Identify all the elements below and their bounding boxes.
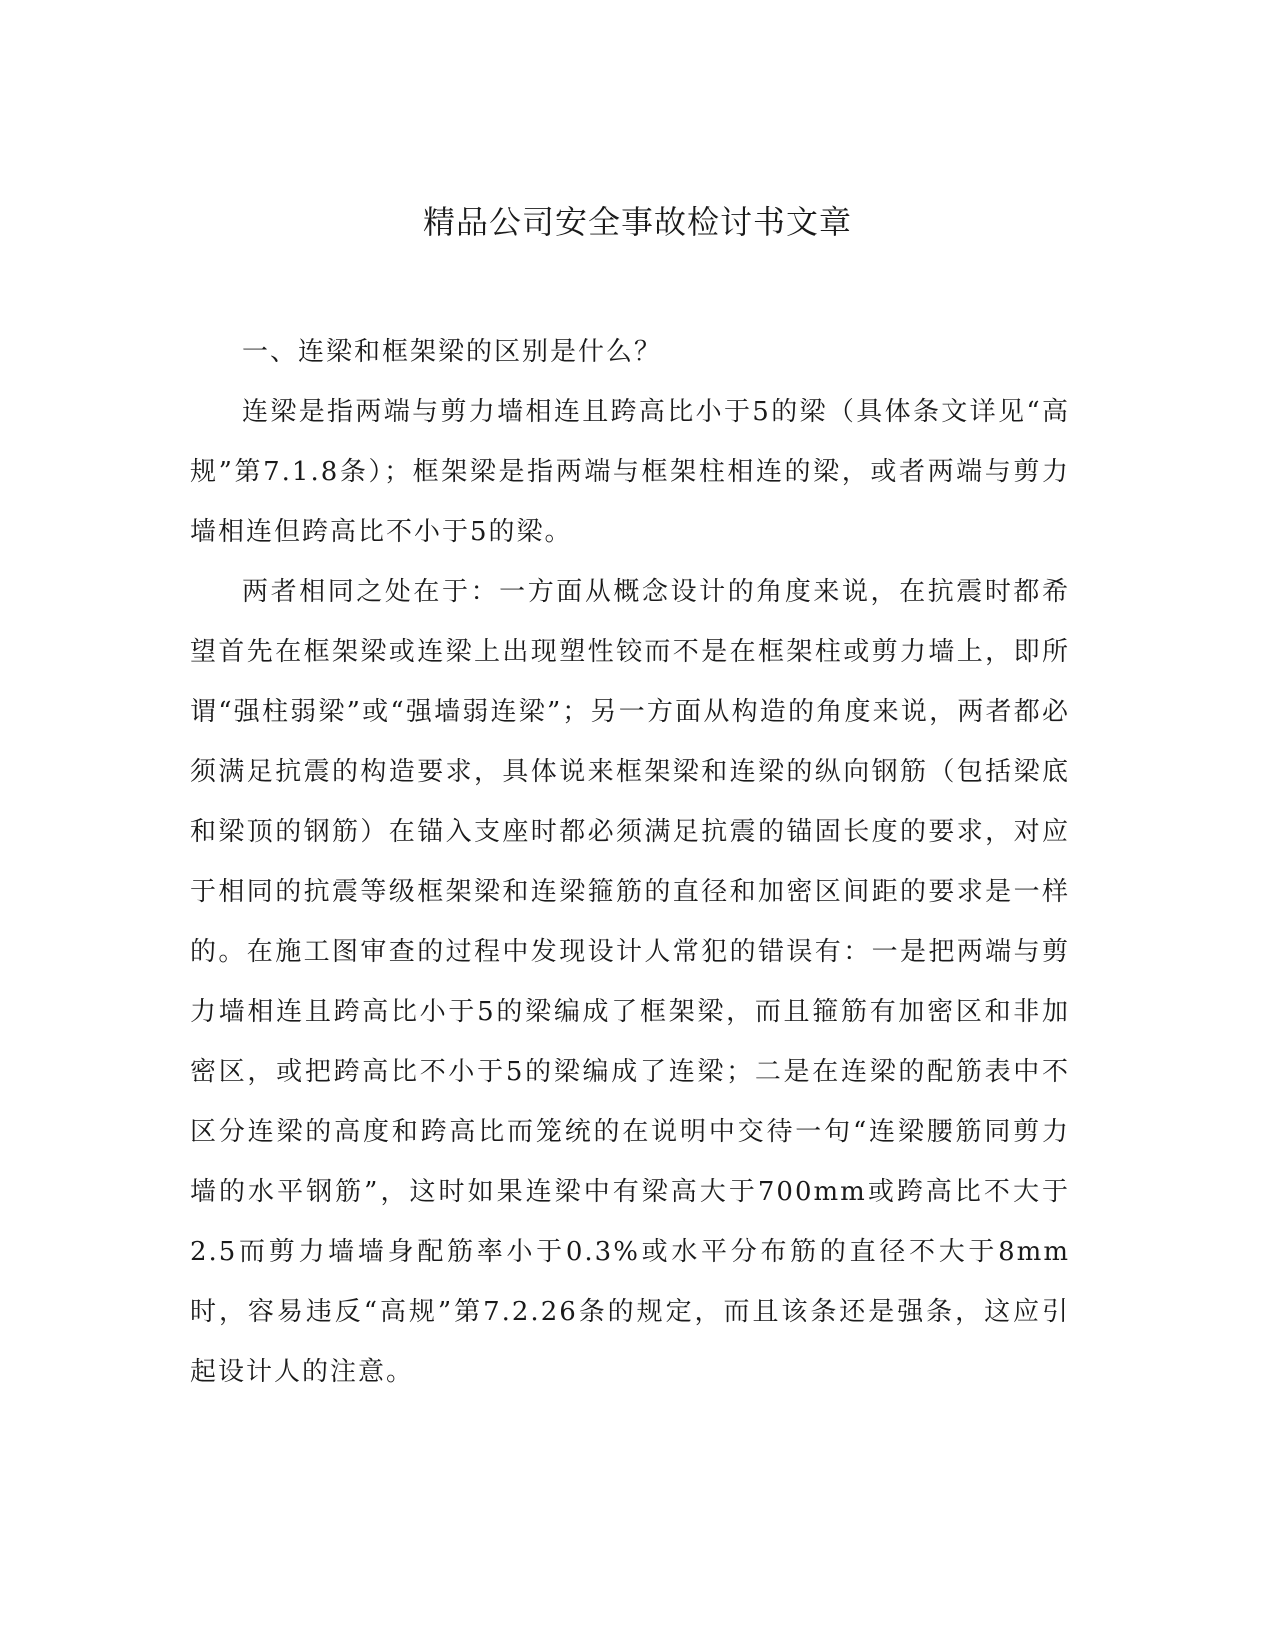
- section-heading: 一、连梁和框架梁的区别是什么？: [242, 337, 663, 367]
- document-body: [190, 322, 1070, 1402]
- body-paragraph: 连梁是指两端与剪力墙相连且跨高比小于5的梁（具体条文详见“高规”第7.1.8条）；框架梁是指两端与框架柱相连的梁，或者两端与剪力墙相连但跨高比不小于5的梁。: [190, 397, 1070, 547]
- document-title: 精品公司安全事故检讨书文章: [422, 203, 852, 241]
- body-paragraph: 两者相同之处在于：一方面从概念设计的角度来说，在抗震时都希望首先在框架梁或连梁上出现塑性铰而不是在框架柱或剪力墙上，即所谓“强柱弱梁”或“强墙弱连梁”；另一方面从构造的角度来说，两者都必须满足抗震的构造要求，具体说来框架梁和连梁的纵向钢筋（包括梁底和梁顶的钢筋）在锚入支座时都必须满足抗震的锚固长度的要求，对应于相同的抗震等级框架梁和连梁箍筋的直径和加密区间距的要求是一样的。在施工图审查的过程中发现设计人常犯的错误有：一是把两端与剪力墙相连且跨高比小于5的梁编成了框架梁，而且箍筋有加密区和非加密区，或把跨高比不小于5的梁编成了连梁；二是在连梁的配筋表中不区分连梁的高度和跨高比而笼统的在说明中交待一句“连梁腰筋同剪力墙的水平钢筋”，这时如果连梁中有梁高大于700mm或跨高比不大于2.5而剪力墙墙身配筋率小于0.3%或水平分布筋的直径不大于8mm时，容易违反“高规”第7.2.26条的规定，而且该条还是强条，这应引起设计人的注意。: [190, 577, 1070, 1387]
